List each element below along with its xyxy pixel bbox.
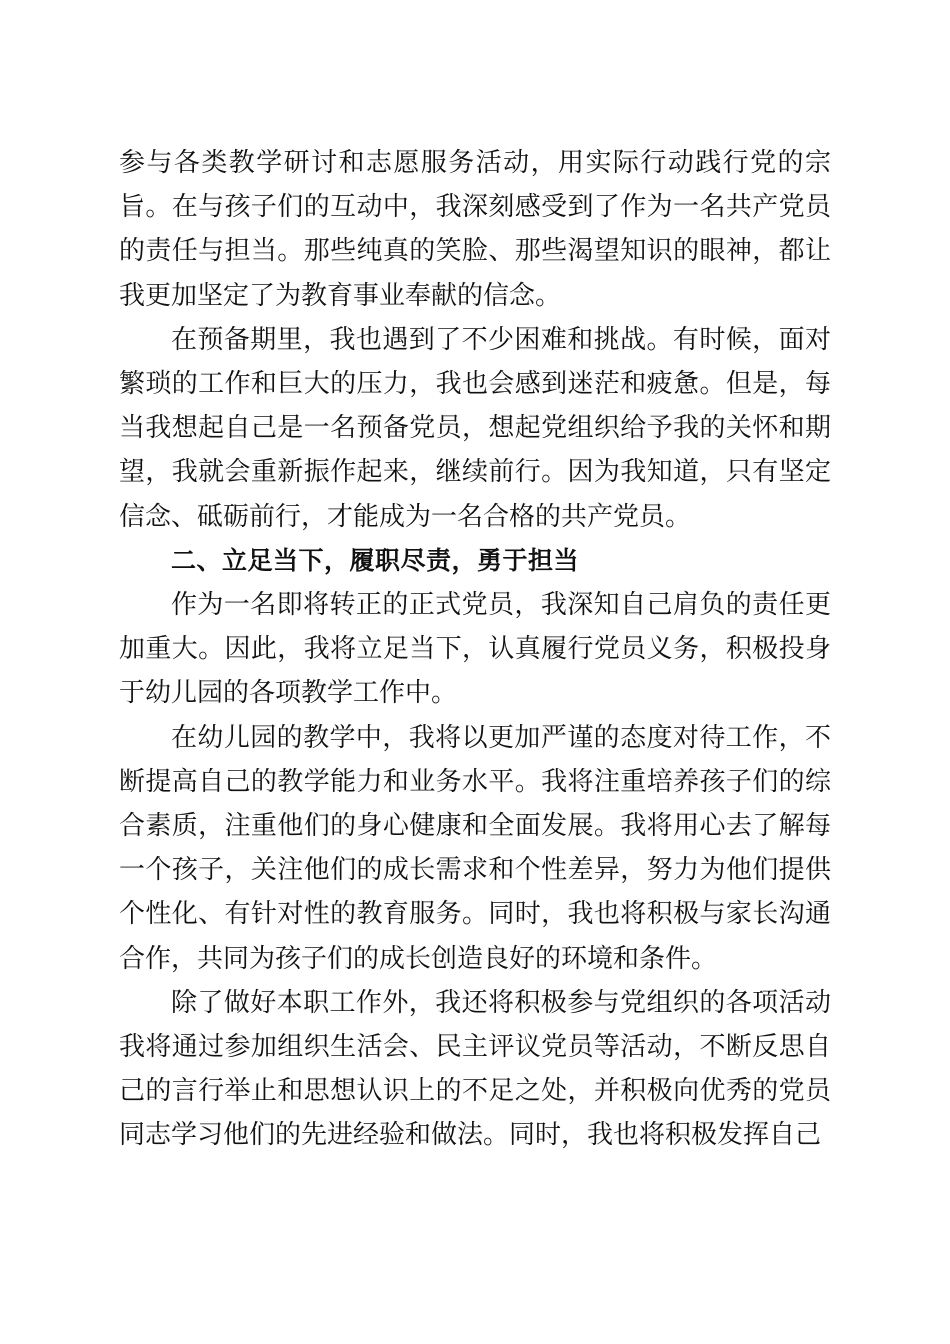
document-body [119, 141, 831, 1158]
paragraph-party-activities: 除了做好本职工作外，我还将积极参与党组织的各项活动我将通过参加组织生活会、民主评议党员等活动，不断反思自己的言行举止和思想认识上的不足之处，并积极向优秀的党员同志学习他们的先进经验和做法。同时，我也将积极发挥自己 [119, 987, 831, 1151]
paragraph-responsibility: 作为一名即将转正的正式党员，我深知自己肩负的责任更加重大。因此，我将立足当下，认真履行党员义务，积极投身于幼儿园的各项教学工作中。 [119, 590, 831, 709]
paragraph-continuation: 参与各类教学研讨和志愿服务活动，用实际行动践行党的宗旨。在与孩子们的互动中，我深刻感受到了作为一名共产党员的责任与担当。那些纯真的笑脸、那些渴望知识的眼神，都让我更加坚定了为教育事业奉献的信念。 [119, 148, 831, 311]
paragraph-teaching: 在幼儿园的教学中，我将以更加严谨的态度对待工作，不断提高自己的教学能力和业务水平。我将注重培养孩子们的综合素质，注重他们的身心健康和全面发展。我将用心去了解每一个孩子，关注他们的成长需求和个性差异，努力为他们提供个性化、有针对性的教育服务。同时，我也将积极与家长沟通合作，共同为孩子们的成长创造良好的环境和条件。 [119, 722, 831, 974]
paragraph-preparatory-period: 在预备期里，我也遇到了不少困难和挑战。有时候，面对繁琐的工作和巨大的压力，我也会感到迷茫和疲惫。但是，每当我想起自己是一名预备党员，想起党组织给予我的关怀和期望，我就会重新振作起来，继续前行。因为我知道，只有坚定信念、砥砺前行，才能成为一名合格的共产党员。 [119, 324, 831, 532]
section-heading: 二、立足当下，履职尽责，勇于担当 [171, 545, 580, 575]
